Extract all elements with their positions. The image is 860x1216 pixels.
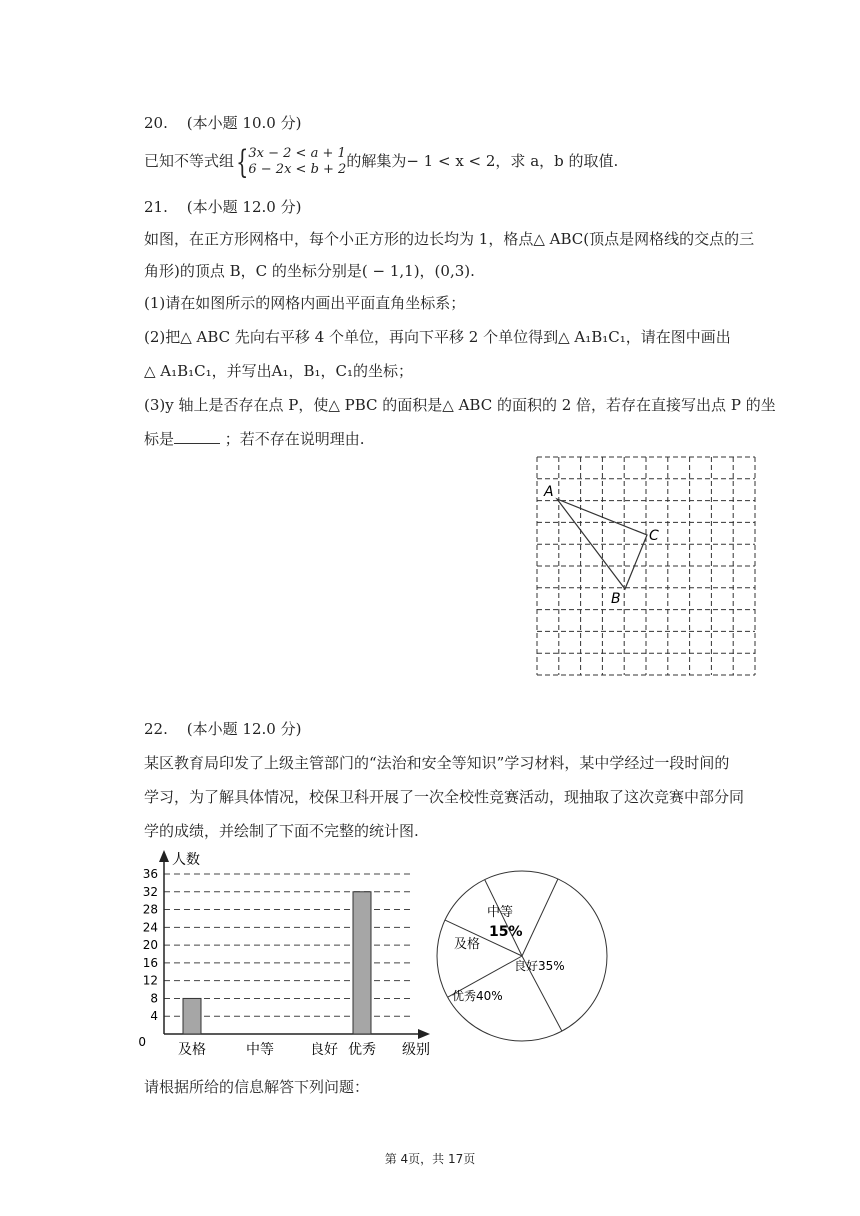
- q21-part3b-before: 标是: [144, 430, 175, 448]
- y-tick-labels: [138, 867, 158, 1049]
- y-tick-label: 8: [150, 991, 158, 1006]
- q21-part2b: △ A₁B₁C₁，并写出A₁，B₁，C₁的坐标；: [144, 362, 414, 380]
- x-axis-arrow: [418, 1029, 430, 1039]
- q21-part2a: (2)把△ ABC 先向右平移 4 个单位，再向下平移 2 个单位得到△ A₁B₁C₁，请在图中画出: [144, 328, 731, 346]
- y-tick-label: 28: [142, 902, 158, 917]
- q21-part3b: [144, 428, 365, 450]
- grid-lines: [537, 457, 755, 675]
- category-label: 良好: [310, 1042, 338, 1058]
- q20-number: 20.: [144, 114, 168, 132]
- q21-header: [144, 196, 301, 218]
- q22-line3: 学的成绩，并绘制了下面不完整的统计图.: [144, 822, 419, 840]
- pie-pct-zhongdeng: 15%: [489, 924, 523, 940]
- y-tick-label: 20: [142, 938, 158, 953]
- x-axis-label: 级别: [402, 1042, 430, 1058]
- pie-label-zhongdeng: 中等: [487, 905, 514, 920]
- bar-chart-grid: [164, 874, 414, 1016]
- q20-points: (本小题 10.0 分): [186, 114, 302, 132]
- category-label: 优秀: [348, 1042, 376, 1058]
- label-b: B: [611, 591, 621, 607]
- y-tick-label: 12: [142, 973, 158, 988]
- q20-prefix: 已知不等式组: [144, 152, 235, 170]
- y-axis-arrow: [159, 850, 169, 862]
- pie-chart: [432, 866, 612, 1046]
- y-tick-label: 32: [142, 884, 158, 899]
- pie-label-youxiu: 优秀40%: [452, 989, 503, 1003]
- q21-line2: 角形)的顶点 B，C 的坐标分别是( − 1,1)，(0,3).: [144, 262, 475, 280]
- q22-line2: 学习，为了解具体情况，校保卫科开展了一次全校性竞赛活动，现抽取了这次竞赛中部分同: [144, 788, 745, 806]
- category-label: 中等: [246, 1042, 274, 1058]
- q21-part3a: (3)y 轴上是否存在点 P，使△ PBC 的面积是△ ABC 的面积的 2 倍，若存在直接写出点 P 的坐: [144, 396, 776, 414]
- pie-label-lianghao: 良好35%: [514, 959, 565, 973]
- pie-label-jige: 及格: [454, 937, 481, 952]
- label-a: A: [544, 484, 554, 500]
- y-axis-label: 人数: [172, 852, 200, 868]
- q22-header: [144, 718, 301, 740]
- y-tick-label: 16: [142, 955, 158, 970]
- page-footer: 第 4页，共 17页: [384, 1152, 476, 1166]
- grid-figure: [530, 450, 760, 680]
- q20-body: [144, 143, 619, 181]
- y-tick-label: 0: [138, 1035, 146, 1049]
- q22-number: 22.: [144, 720, 168, 738]
- q20-brace: {: [236, 143, 249, 181]
- q21-part1: (1)请在如图所示的网格内画出平面直角坐标系；: [144, 294, 466, 312]
- q22-after: 请根据所给的信息解答下列问题：: [144, 1078, 370, 1096]
- q21-points: (本小题 12.0 分): [186, 198, 302, 216]
- q22-points: (本小题 12.0 分): [186, 720, 302, 738]
- y-tick-label: 24: [142, 920, 158, 935]
- q20-eq2: 6 − 2x < b + 2: [248, 162, 347, 177]
- bar-chart: [140, 848, 440, 1063]
- bar: [183, 998, 201, 1034]
- y-tick-label: 36: [142, 867, 158, 881]
- bar: [353, 892, 371, 1034]
- q22-line1: 某区教育局印发了上级主管部门的“法治和安全等知识”学习材料，某中学经过一段时间的: [144, 754, 730, 772]
- q20-eq1: 3x − 2 < a + 1: [248, 146, 346, 161]
- q21-number: 21.: [144, 198, 168, 216]
- category-label: 及格: [178, 1042, 206, 1058]
- label-c: C: [649, 528, 659, 544]
- y-tick-label: 4: [150, 1009, 158, 1024]
- q20-system: [248, 146, 346, 178]
- q20-header: [144, 112, 301, 134]
- q20-suffix: 的解集为− 1 < x < 2，求 a，b 的取值.: [346, 152, 619, 170]
- answer-blank: [174, 429, 220, 444]
- category-labels: [178, 1041, 376, 1058]
- q21-line1: 如图，在正方形网格中，每个小正方形的边长均为 1，格点△ ABC(顶点是网格线的交点的三: [144, 230, 755, 248]
- q21-part3b-after: ；若不存在说明理由.: [224, 430, 365, 448]
